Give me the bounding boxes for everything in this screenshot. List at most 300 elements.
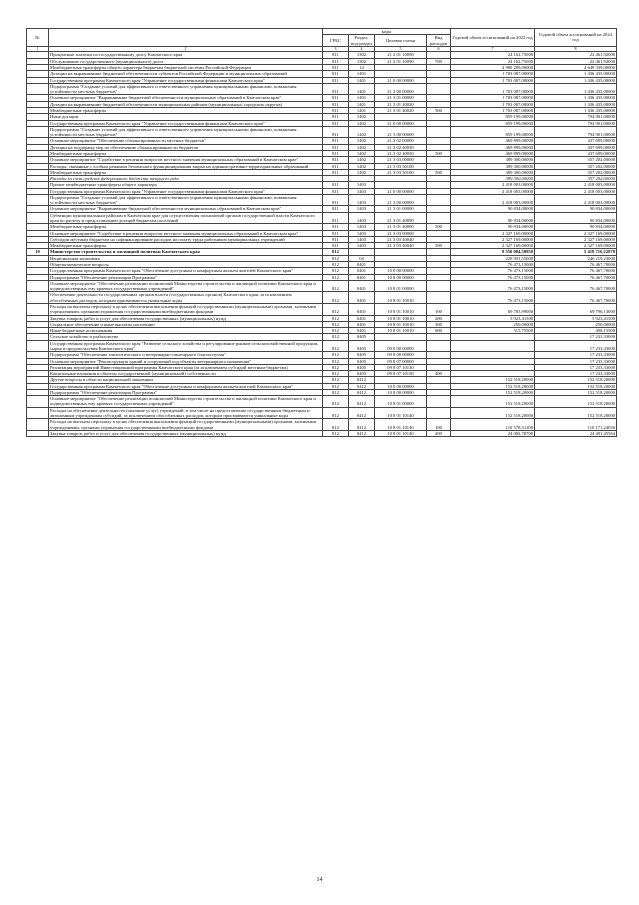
table-row [27, 194, 617, 206]
row-expense-type: 500 [427, 107, 451, 113]
row-amount-2023: 1 703 087,00000 [451, 101, 535, 107]
row-name: Межбюджетные трансферты [49, 107, 323, 113]
row-target-article: 10 0 00 00000 [375, 383, 427, 389]
table-row [27, 126, 617, 138]
row-amount-2024: 76 467,70000 [535, 268, 617, 274]
row-amount-2023: 24 082,78700 [451, 430, 535, 436]
row-amount-2023: 469 899,00000 [451, 138, 535, 144]
row-razdel: 1302 [349, 52, 375, 58]
row-amount-2023: 76 473,15000 [451, 262, 535, 268]
row-expense-type: 800 [427, 328, 451, 334]
row-target-article: 21 3 03 40040 [375, 243, 427, 249]
row-amount-2023: 859 199,00000 [451, 114, 535, 120]
header-year-2024: Годовой объем ассигнований на 2024 год [535, 29, 617, 47]
row-amount-2023: 4 980 289,00000 [451, 65, 535, 71]
row-grbs: 811 [323, 126, 349, 138]
column-index: 3 [323, 46, 349, 52]
row-name: Другие вопросы в области национальной экономики [49, 377, 323, 383]
row-target-article: 21 3 01 00000 [375, 206, 427, 212]
row-razdel: 0401 [349, 303, 375, 315]
row-target-article: 10 8 01 10010 [375, 321, 427, 327]
row-target-article: 10 8 01 00000 [375, 280, 427, 292]
row-expense-type: 500 [427, 224, 451, 230]
row-amount-2024: 357 202,00000 [535, 169, 617, 175]
row-name: Субсидии местным бюджетам на софинансирование расходов на оплату труда работников муниципальных учреждений [49, 236, 323, 242]
row-name: Государственная программа Камчатского края "Управление государственными финансами Камчатского края" [49, 188, 323, 194]
row-target-article: 21 3 03 50100 [375, 163, 427, 169]
row-amount-2024: 794 901,00000 [535, 114, 617, 120]
row-razdel: 1403 [349, 206, 375, 212]
row-amount-2024: 357 202,00000 [535, 163, 617, 169]
row-amount-2024: 437 699,00000 [535, 138, 617, 144]
row-amount-2023: 859 199,00000 [451, 120, 535, 126]
row-expense-type [427, 194, 451, 206]
row-name: Общеэкономические вопросы [49, 262, 323, 268]
row-amount-2023: 389 300,00000 [451, 169, 535, 175]
row-amount-2024: 24 491,45564 [535, 430, 617, 436]
row-amount-2023: 2 327 169,00000 [451, 243, 535, 249]
row-amount-2024: 2 327 169,00000 [535, 230, 617, 236]
header-year-2023: Годовой объем ассигнований на 2023 год [451, 29, 535, 47]
row-amount-2023: 1 703 087,00000 [451, 71, 535, 77]
table-row [27, 396, 617, 408]
row-name: Межбюджетные трансферты [49, 169, 323, 175]
row-name: Дотации на поддержку мер по обеспечению сбалансированности бюджетов [49, 144, 323, 150]
row-razdel: 0405 [349, 358, 375, 364]
page-number: 14 [316, 877, 323, 883]
row-target-article: 21 3 03 40040 [375, 236, 427, 242]
row-grbs: 811 [323, 77, 349, 83]
row-amount-2024: 1 436 435,00000 [535, 107, 617, 113]
row-expense-type: 200 [427, 430, 451, 436]
row-amount-2024: 90 834,00000 [535, 212, 617, 224]
row-amount-2023: 2 418 003,00000 [451, 182, 535, 188]
row-grbs: 811 [323, 150, 349, 156]
row-grbs: 811 [323, 144, 349, 150]
row-expense-type: 400 [427, 371, 451, 377]
row-name: Подпрограмма "Обеспечение реализации Программы" [49, 389, 323, 395]
row-name: Государственная программа Камчатского края "Обеспечение доступным и комфортным жильем жителей Камчатского края" [49, 383, 323, 389]
row-number [27, 419, 49, 431]
row-razdel: 1402 [349, 120, 375, 126]
row-amount-2024: 4 649 339,00000 [535, 65, 617, 71]
row-razdel: 1401 [349, 71, 375, 77]
row-razdel: 1403 [349, 236, 375, 242]
header-name [49, 29, 323, 47]
row-amount-2023: 389 300,00000 [451, 163, 535, 169]
row-target-article: 21 3 02 00000 [375, 138, 427, 144]
row-number [27, 430, 49, 436]
row-name: Сельское хозяйство и рыболовство [49, 334, 323, 340]
row-target-article: 21 2 01 10090 [375, 58, 427, 64]
row-grbs: 812 [323, 249, 349, 255]
row-amount-2024: 17 233,33000 [535, 364, 617, 370]
row-grbs: 812 [323, 371, 349, 377]
row-amount-2023: 8 550 004,50850 [451, 249, 535, 255]
row-grbs: 811 [323, 236, 349, 242]
row-name: Министерство строительства и жилищной политики Камчатского края [49, 249, 323, 255]
column-index: 2 [49, 46, 323, 52]
header-target-article: Целевая статья [375, 35, 427, 47]
row-target-article: 09 8 00 00000 [375, 352, 427, 358]
row-razdel: 1401 [349, 95, 375, 101]
row-name: Основное мероприятие "Выравнивание бюджетной обеспеченности муниципальных образований в Камчатском крае" [49, 206, 323, 212]
row-razdel: 1402 [349, 163, 375, 169]
row-target-article: 09 8 07 10130 [375, 364, 427, 370]
row-amount-2023: 152 518,20000 [451, 383, 535, 389]
row-grbs: 812 [323, 383, 349, 389]
row-grbs: 812 [323, 292, 349, 304]
row-name: Основное мероприятие "Реконструкция зданий и сооружений под объекты ветеринарного назначения" [49, 358, 323, 364]
row-amount-2024: 1 436 435,00000 [535, 101, 617, 107]
row-amount-2023 [451, 340, 535, 352]
row-expense-type: 500 [427, 243, 451, 249]
row-grbs: 811 [323, 58, 349, 64]
row-grbs: 811 [323, 83, 349, 95]
row-amount-2023: 76 473,15000 [451, 292, 535, 304]
row-name: Основное мероприятие "Обеспечение сбалансированности местных бюджетов" [49, 138, 323, 144]
row-razdel: 1402 [349, 126, 375, 138]
row-grbs: 811 [323, 107, 349, 113]
table-row [27, 430, 617, 436]
row-name: Подпрограмма "Обеспечение реализации Программы" [49, 274, 323, 280]
row-expense-type [427, 212, 451, 224]
row-name: Межбюджетные трансферты [49, 150, 323, 156]
row-razdel: 0412 [349, 383, 375, 389]
row-razdel: 0405 [349, 364, 375, 370]
row-grbs: 811 [323, 120, 349, 126]
row-amount-2023: 389 300,00000 [451, 157, 535, 163]
row-name: Обслуживание государственного (муниципального) долга [49, 58, 323, 64]
row-razdel: 0412 [349, 407, 375, 419]
row-grbs: 811 [323, 163, 349, 169]
row-number [27, 212, 49, 224]
row-razdel: 0405 [349, 340, 375, 352]
row-name: Межбюджетные трансферты [49, 224, 323, 230]
column-index: 8 [535, 46, 617, 52]
row-amount-2024: 152 518,20000 [535, 396, 617, 408]
row-razdel: 0401 [349, 262, 375, 268]
row-amount-2024: 76 467,70000 [535, 292, 617, 304]
row-target-article: 21 3 01 40020 [375, 107, 427, 113]
row-name: Реализация мероприятий Инвестиционной программы Камчатского края (за исключением субсидий местным бюджетам) [49, 364, 323, 370]
row-target-article: 10 8 01 10010 [375, 328, 427, 334]
row-expense-type [427, 292, 451, 304]
row-target-article: 10 8 01 10140 [375, 430, 427, 436]
row-razdel: 0401 [349, 268, 375, 274]
row-target-article: 21 0 00 00000 [375, 188, 427, 194]
row-razdel: 1403 [349, 188, 375, 194]
row-name: Основное мероприятие "Обеспечение реализации полномочий Министерства строительства и жилищной политики Камчатского края и подведомственных ему краевых государственных учреждений" [49, 280, 323, 292]
row-grbs: 811 [323, 212, 349, 224]
row-amount-2024: 246 219,23000 [535, 255, 617, 261]
row-amount-2023: 152 518,20000 [451, 396, 535, 408]
row-target-article: 10 8 01 00000 [375, 396, 427, 408]
row-amount-2024: 17 233,33000 [535, 358, 617, 364]
row-expense-type: 500 [427, 150, 451, 156]
row-target-article: 21 3 03 50100 [375, 169, 427, 175]
row-amount-2023: 228 991,55000 [451, 255, 535, 261]
row-target-article: 10 8 01 10010 [375, 315, 427, 321]
row-name: Социальное обеспечение и иные выплаты населению [49, 321, 323, 327]
row-razdel: 1403 [349, 224, 375, 230]
row-name: Межбюджетные трансферты общего характера бюджетам бюджетной системы Российской Федерации [49, 65, 323, 71]
row-amount-2024: 90 834,00000 [535, 206, 617, 212]
row-amount-2024: 2 327 169,00000 [535, 236, 617, 242]
row-amount-2023: 2 418 003,00000 [451, 194, 535, 206]
row-amount-2024: 357 202,00000 [535, 176, 617, 182]
row-target-article: 09 0 00 00000 [375, 340, 427, 352]
row-amount-2024: 2 418 003,00000 [535, 182, 617, 188]
row-name: Закупка товаров, работ и услуг для обеспечения государственных (муниципальных) нужд [49, 430, 323, 436]
row-razdel: 1402 [349, 169, 375, 175]
row-razdel: 0412 [349, 430, 375, 436]
row-expense-type: 100 [427, 419, 451, 431]
row-name: Основное мероприятие "Содействие в решении вопросов местного значения муниципальных образований в Камчатском крае" [49, 157, 323, 163]
row-grbs: 812 [323, 407, 349, 419]
row-number [27, 340, 49, 352]
row-razdel: 14 [349, 65, 375, 71]
row-amount-2024: 152 518,20000 [535, 407, 617, 419]
row-grbs: 812 [323, 352, 349, 358]
row-amount-2024: 152 518,20000 [535, 389, 617, 395]
row-name: Основное мероприятие "Содействие в решении вопросов местного значения муниципальных образований в Камчатском крае" [49, 230, 323, 236]
row-grbs: 811 [323, 182, 349, 188]
row-razdel: 0412 [349, 396, 375, 408]
row-amount-2024: 794 901,00000 [535, 126, 617, 138]
header-grbs: ГРБС [323, 35, 349, 47]
row-expense-type [427, 280, 451, 292]
row-grbs: 812 [323, 396, 349, 408]
row-razdel: 0405 [349, 352, 375, 358]
row-name: Подпрограмма "Обеспечение эпизоотического и ветеринарно-санитарного благополучия" [49, 352, 323, 358]
row-amount-2023: 76 473,15000 [451, 274, 535, 280]
row-razdel: 1402 [349, 150, 375, 156]
row-expense-type: 100 [427, 303, 451, 315]
row-amount-2024: 357 202,00000 [535, 157, 617, 163]
row-amount-2023: 469 899,00000 [451, 150, 535, 156]
row-amount-2023: 1 703 087,00000 [451, 107, 535, 113]
row-amount-2024: 76 467,70000 [535, 274, 617, 280]
row-name: Расходы, связанные с особым режимом безопасного функционирования закрытых административно-территориальных образований [49, 163, 323, 169]
row-amount-2023: 515,75500 [451, 328, 535, 334]
row-grbs: 811 [323, 188, 349, 194]
row-name: Национальная экономика [49, 255, 323, 261]
row-razdel: 0401 [349, 328, 375, 334]
row-amount-2024: 1 436 435,00000 [535, 83, 617, 95]
row-number [27, 292, 49, 304]
table-row [27, 280, 617, 292]
row-amount-2023: 76 473,15000 [451, 268, 535, 274]
row-amount-2023: 5 923,41500 [451, 315, 535, 321]
row-grbs: 812 [323, 274, 349, 280]
row-amount-2023: 1 703 087,00000 [451, 83, 535, 95]
table-body [27, 52, 617, 437]
row-name: Закупка товаров, работ и услуг для обеспечения государственных (муниципальных) нужд [49, 315, 323, 321]
row-razdel: 1403 [349, 182, 375, 188]
row-target-article: 21 3 01 40020 [375, 101, 427, 107]
row-grbs: 811 [323, 95, 349, 101]
row-name: Расходы на обеспечение деятельности (оказание услуг) учреждений, в том числе на предоставление государственным бюджетным и автономным учреждениям субсидий, за исключением обособленных расходов, которым присваиваются уникальные коды [49, 407, 323, 419]
row-grbs: 811 [323, 114, 349, 120]
row-target-article: 21 0 00 00000 [375, 77, 427, 83]
row-amount-2023: 152 518,20000 [451, 377, 535, 383]
table-row [27, 83, 617, 95]
row-target-article: 21 3 03 00000 [375, 157, 427, 163]
row-amount-2024: 76 467,70000 [535, 280, 617, 292]
row-razdel: 0401 [349, 321, 375, 327]
row-name: Дотации на выравнивание бюджетной обеспеченности субъектов Российской Федерации и муниципальных образований [49, 71, 323, 77]
budget-table [26, 28, 617, 437]
row-number [27, 303, 49, 315]
row-razdel: 0401 [349, 274, 375, 280]
row-expense-type: 300 [427, 321, 451, 327]
row-number [27, 126, 49, 138]
row-target-article: 10 0 00 00000 [375, 268, 427, 274]
row-amount-2024: 1 436 435,00000 [535, 71, 617, 77]
row-grbs: 811 [323, 101, 349, 107]
row-name: Расходы за счет средств федерального бюджета текущего года [49, 176, 323, 182]
row-amount-2024: 5 923,41500 [535, 315, 617, 321]
row-amount-2023: 389 300,00000 [451, 176, 535, 182]
row-amount-2024: 2 327 169,00000 [535, 243, 617, 249]
table-header [27, 29, 617, 52]
row-amount-2023: 152 518,20000 [451, 389, 535, 395]
column-index: 7 [451, 46, 535, 52]
row-grbs: 812 [323, 255, 349, 261]
row-amount-2024: 5 418 716,22878 [535, 249, 617, 255]
row-grbs: 811 [323, 138, 349, 144]
row-amount-2024: 110 171,24036 [535, 419, 617, 431]
row-amount-2023: 859 199,00000 [451, 126, 535, 138]
table-row [27, 407, 617, 419]
row-target-article: 21 3 02 40030 [375, 150, 427, 156]
row-target-article: 10 8 00 00000 [375, 274, 427, 280]
row-grbs: 811 [323, 243, 349, 249]
row-amount-2023: 69 783,99000 [451, 303, 535, 315]
row-name: Иные бюджетные ассигнования [49, 328, 323, 334]
row-name: Межбюджетные трансферты [49, 243, 323, 249]
row-target-article: 09 8 07 00000 [375, 358, 427, 364]
row-target-article: 09 8 07 10130 [375, 371, 427, 377]
row-grbs: 811 [323, 194, 349, 206]
row-amount-2023: 24 162,75000 [451, 58, 535, 64]
row-target-article: 21 3 01 40090 [375, 212, 427, 224]
row-razdel: 04 [349, 255, 375, 261]
row-name: Процентные платежи по государственному долгу Камчатского края [49, 52, 323, 58]
row-razdel: 1401 [349, 83, 375, 95]
row-razdel: 0401 [349, 280, 375, 292]
row-target-article: 10 8 01 10010 [375, 303, 427, 315]
row-amount-2023: 1 703 087,00000 [451, 95, 535, 101]
row-name: Расходы на выплаты персоналу в целях обеспечения выполнения функций государственными (муниципальными) органами, казенными учреждениями, органами управления государственными внебюджетными фондами [49, 303, 323, 315]
row-number [27, 83, 49, 95]
row-grbs: 811 [323, 224, 349, 230]
header-num: № [27, 29, 49, 47]
row-grbs: 811 [323, 157, 349, 163]
row-name: Капитальные вложения в объекты государственной (муниципальной) собственности [49, 371, 323, 377]
row-name: Подпрограмма "Создание условий для эффективного и ответственного управления муниципальными финансами, повышения устойчивости местных бюджетов" [49, 194, 323, 206]
row-amount-2024: 498,15500 [535, 328, 617, 334]
row-amount-2024: 2 418 003,00000 [535, 194, 617, 206]
row-target-article: 21 3 00 00000 [375, 83, 427, 95]
row-grbs: 812 [323, 303, 349, 315]
row-target-article: 10 8 00 00000 [375, 389, 427, 395]
row-amount-2023: 90 834,00000 [451, 212, 535, 224]
row-name: Иные дотации [49, 114, 323, 120]
row-razdel: 1402 [349, 157, 375, 163]
row-razdel: 1402 [349, 138, 375, 144]
table-row [27, 212, 617, 224]
row-razdel: 1401 [349, 107, 375, 113]
row-razdel: 1401 [349, 77, 375, 83]
row-name: Основное мероприятие "Выравнивание бюджетной обеспеченности муниципальных образований в Камчатском крае" [49, 95, 323, 101]
row-name: Подпрограмма "Создание условий для эффективного и ответственного управления муниципальными финансами, повышения устойчивости местных бюджетов" [49, 83, 323, 95]
row-name: Подпрограмма "Создание условий для эффективного и ответственного управления муниципальными финансами, повышения устойчивости местных бюджетов" [49, 126, 323, 138]
row-target-article: 21 3 00 00000 [375, 126, 427, 138]
row-amount-2024: 17 233,33000 [535, 371, 617, 377]
row-razdel: 0405 [349, 334, 375, 340]
row-amount-2024: 69 796,13000 [535, 303, 617, 315]
row-grbs: 812 [323, 280, 349, 292]
row-number [27, 280, 49, 292]
row-name: Государственная программа Камчатского края "Управление государственными финансами Камчатского края" [49, 77, 323, 83]
row-amount-2024: 2 418 003,00000 [535, 188, 617, 194]
row-expense-type [427, 83, 451, 95]
row-expense-type: 200 [427, 315, 451, 321]
row-amount-2024: 437 699,00000 [535, 144, 617, 150]
row-expense-type [427, 396, 451, 408]
row-grbs: 812 [323, 340, 349, 352]
row-expense-type [427, 407, 451, 419]
table-row [27, 340, 617, 352]
row-razdel: 0412 [349, 377, 375, 383]
row-number: 10 [27, 249, 49, 255]
row-grbs: 812 [323, 364, 349, 370]
header-razdel: Раздел, под-раздел [349, 35, 375, 47]
row-target-article: 21 3 00 00000 [375, 194, 427, 206]
header-expense-type: Вид расходов [427, 35, 451, 47]
row-grbs: 811 [323, 230, 349, 236]
row-amount-2023: 24 162,75000 [451, 52, 535, 58]
row-target-article: 10 8 01 10140 [375, 419, 427, 431]
row-amount-2024: 794 901,00000 [535, 120, 617, 126]
row-amount-2023: 2 418 003,00000 [451, 188, 535, 194]
row-grbs: 811 [323, 169, 349, 175]
row-grbs: 812 [323, 315, 349, 321]
row-amount-2024: 22 461,92000 [535, 58, 617, 64]
table-row [27, 303, 617, 315]
row-razdel: 1302 [349, 58, 375, 64]
row-grbs: 812 [323, 334, 349, 340]
row-amount-2023: 90 834,00000 [451, 206, 535, 212]
row-razdel: 1402 [349, 114, 375, 120]
row-number [27, 407, 49, 419]
row-grbs: 812 [323, 321, 349, 327]
column-index: 5 [375, 46, 427, 52]
row-razdel: 1403 [349, 230, 375, 236]
row-amount-2023: 1 703 087,00000 [451, 77, 535, 83]
row-amount-2024: 250,00000 [535, 321, 617, 327]
row-amount-2023: 250,00000 [451, 321, 535, 327]
row-grbs: 811 [323, 65, 349, 71]
row-amount-2024: 76 467,70000 [535, 262, 617, 268]
column-index: 1 [27, 46, 49, 52]
column-index: 6 [427, 46, 451, 52]
row-razdel: 1403 [349, 243, 375, 249]
row-name: Государственная программа Камчатского края "Развитие сельского хозяйства и регулирование рынков сельскохозяйственной продукции, сырья и продовольствия Камчатского края" [49, 340, 323, 352]
row-target-article: 10 8 01 10010 [375, 292, 427, 304]
